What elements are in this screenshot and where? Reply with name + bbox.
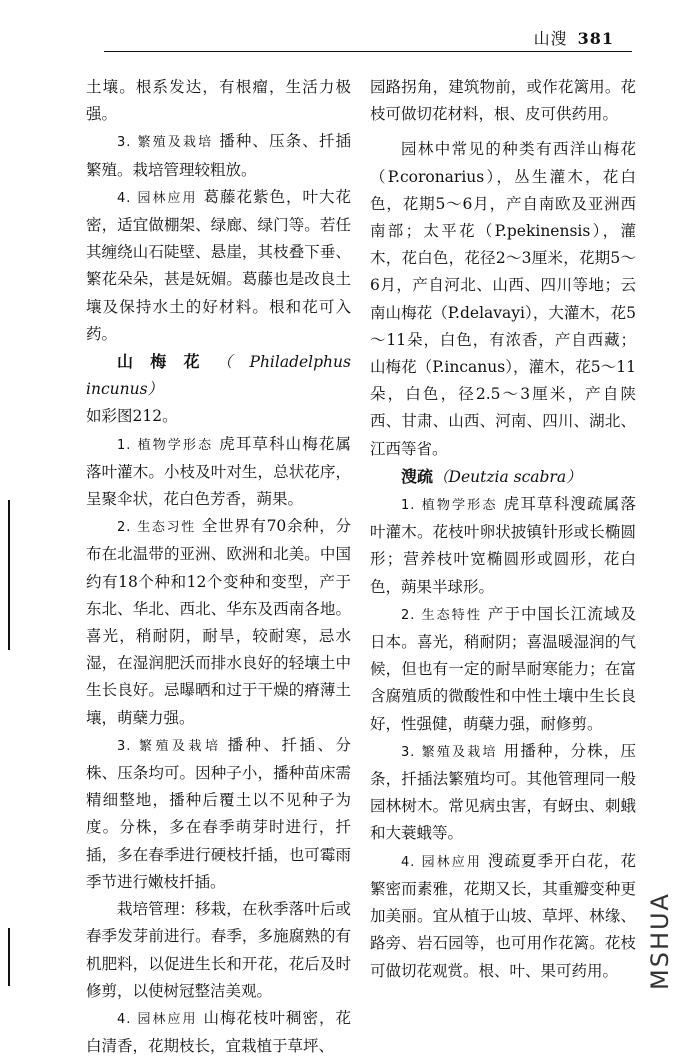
species-heading	[86, 348, 351, 403]
section-label: 1. 植物学形态	[401, 498, 498, 514]
paragraph-text: 播种、扦插、分株、压条均可。因种子小，播种苗床需精细整地，播种后覆土以不见种子为度。分株，多在春季萌芽时进行，扦插，多在春季进行硬枝扦插，也可霉雨季节进行嫩枝扦插。	[86, 735, 351, 891]
page-number: 381	[577, 29, 614, 48]
paragraph-text: 虎耳草科溲疏属落叶灌木。花枝叶卵状披镇针形或长椭圆形；营养枝叶宽椭圆形或圆形，花白色，蒴果半球形。	[370, 495, 636, 596]
paragraph-text: 用播种，分株，压条，扦插法繁殖均可。其他管理同一般园林树木。常见病虫害，有蚜虫、刺蛾和大蓑蛾等。	[370, 741, 636, 843]
paragraph: 栽培管理：移栽，在秋季落叶后或春季发芽前进行。春季，多施腐熟的有机肥料，以促进生长和开花，花后及时修剪，以使树冠整洁美观。	[86, 900, 351, 1000]
section-label: 1. 植物学形态	[117, 437, 214, 453]
species-name: 山梅花	[117, 352, 217, 372]
paragraph-text: 溲疏夏季开白花，花繁密而素雅，花期又长，其重瓣变种更加美丽。宜从植于山坡、草坪、林缘、路旁、岩石园等，也可用作花篱。花枝可做切花观赏。根、叶、果可药用。	[370, 851, 636, 980]
paragraph	[370, 601, 636, 738]
section-label: 3. 繁殖及栽培	[117, 135, 214, 151]
header-rule	[104, 51, 632, 52]
running-title: 山溲	[533, 29, 568, 48]
paragraph-text: 产于中国长江流域及日本。喜光，稍耐阴；喜温暖湿润的气候，但也有一定的耐旱耐寒能力；在富含腐殖质的微酸性和中性土壤中生长良好，性强健，萌蘖力强，耐修剪。	[370, 604, 636, 733]
paragraph	[86, 1005, 351, 1060]
paragraph	[86, 513, 351, 732]
paragraph-text: 虎耳草科山梅花属落叶灌木。小枝及叶对生，总状花序，呈聚伞状，花白色芳香，蒴果。	[86, 434, 351, 509]
paragraph	[370, 738, 636, 848]
species-name: 溲疏	[401, 466, 434, 486]
species-latin: （Deutzia scabra）	[433, 467, 582, 486]
watermark-text: MSHUA	[646, 892, 674, 990]
paragraph: 园林中常见的种类有西洋山梅花（P.coronarius），丛生灌木，花白色，花期5～6月，产自南欧及亚洲西南部；太平花（P.pekinensis），灌木，花白色，花径2～3厘米，花期5～6月，产自河北、山西、四川等地；云南山梅花（P.delavayi），大灌木，花5～11朵，白色，有浓香，产自西藏；山梅花（P.incanus），灌木，花5～11朵，白色，径2.5～3厘米，产自陕西、甘肃、山西、河南、四川、湖北、江西等省。	[370, 140, 636, 458]
header-text	[534, 26, 614, 49]
section-label: 3. 繁殖及栽培	[117, 738, 222, 754]
paragraph	[86, 431, 351, 514]
paragraph	[370, 848, 636, 985]
paragraph: 土壤。根系发达，有根瘤，生活力极强。	[86, 78, 351, 124]
paragraph-text: 山梅花枝叶稠密，花白清香，花期枝长，宜栽植于草坪、	[86, 1008, 351, 1056]
section-label: 4. 园林应用	[401, 854, 482, 870]
section-label: 2. 生态习性	[117, 520, 196, 536]
figure-reference: 如彩图212。	[86, 407, 178, 426]
section-label: 2. 生态特性	[401, 607, 482, 623]
paragraph: 园路拐角，建筑物前，或作花篱用。花枝可做切花材料，根、皮可供药用。	[370, 78, 636, 124]
section-label: 4. 园林应用	[117, 1011, 198, 1027]
paragraph-text: 全世界有70余种，分布在北温带的亚洲、欧洲和北美。中国约有18个种和12个变种和变型，产于东北、华北、西北、华东及西南各地。喜光，稍耐阴，耐旱，较耐寒，忌水湿，在湿润肥沃而排水良好的轻壤土中生长良好。忌曝晒和过于干燥的瘠薄土壤，萌蘖力强。	[86, 517, 351, 727]
page-header	[104, 20, 632, 54]
species-latin: （Philadelphus incunus）	[86, 353, 351, 399]
left-column	[86, 74, 351, 1060]
paragraph-text: 播种、压条、扦插繁殖。栽培管理较粗放。	[86, 132, 351, 179]
paragraph	[86, 128, 351, 183]
right-column	[370, 74, 636, 985]
paragraph-text: 葛藤花紫色，叶大花密，适宜做棚架、绿廊、绿门等。若任其缠绕山石陡壁、悬崖，其枝叠下垂、繁花朵朵，甚是妩媚。葛藤也是改良土壤及保持水土的好材料。根和花可入药。	[86, 187, 351, 343]
paragraph	[86, 184, 351, 348]
margin-mark	[8, 500, 10, 650]
paragraph	[86, 732, 351, 896]
species-heading	[370, 463, 636, 491]
paragraph	[370, 491, 636, 601]
section-label: 3. 繁殖及栽培	[401, 744, 498, 760]
section-label: 4. 园林应用	[117, 190, 198, 206]
margin-mark	[8, 928, 10, 986]
